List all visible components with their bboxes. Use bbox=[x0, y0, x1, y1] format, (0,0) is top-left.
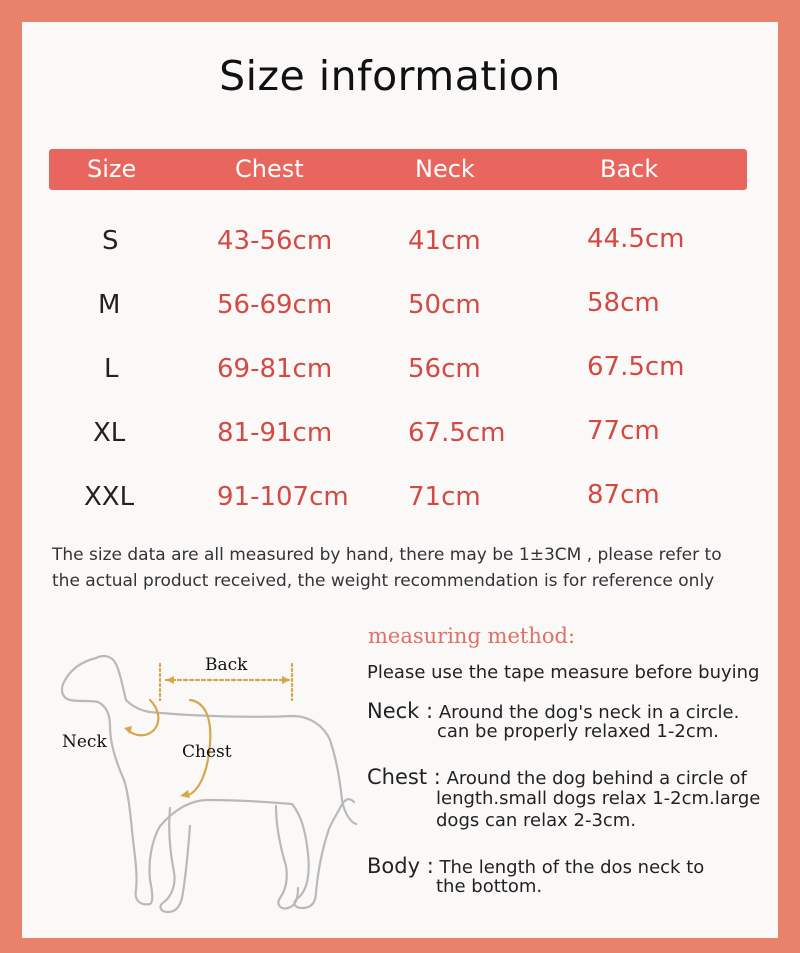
dog-front-leg bbox=[161, 808, 190, 912]
body-text-1: The length of the dos neck to bbox=[439, 857, 705, 878]
neck-text-2: can be properly relaxed 1-2cm. bbox=[437, 721, 719, 742]
chest-cell: 56-69cm bbox=[217, 290, 333, 320]
chest-diagram-label: Chest bbox=[182, 742, 232, 762]
size-cell: XXL bbox=[84, 482, 135, 512]
page-title: Size information bbox=[219, 52, 561, 100]
neck-cell: 50cm bbox=[408, 290, 481, 320]
header-chest: Chest bbox=[235, 155, 304, 183]
chest-text-1: Around the dog behind a circle of bbox=[446, 768, 747, 789]
neck-cell: 71cm bbox=[408, 482, 481, 512]
chest-cell: 43-56cm bbox=[217, 226, 333, 256]
neck-cell: 67.5cm bbox=[408, 418, 506, 448]
dog-back-line bbox=[126, 700, 356, 824]
header-size: Size bbox=[87, 155, 137, 183]
back-cell: 44.5cm bbox=[587, 224, 685, 254]
chest-cell: 69-81cm bbox=[217, 354, 333, 384]
dog-head-line bbox=[96, 656, 126, 700]
back-arrow-left bbox=[166, 676, 174, 684]
back-cell: 77cm bbox=[587, 416, 660, 446]
body-instruction bbox=[367, 854, 704, 878]
neck-cell: 41cm bbox=[408, 226, 481, 256]
header-back: Back bbox=[600, 155, 659, 183]
chest-text-2: length.small dogs relax 1-2cm.large bbox=[436, 788, 761, 809]
measuring-intro: Please use the tape measure before buying bbox=[367, 662, 760, 683]
dog-hind-leg bbox=[276, 806, 298, 908]
dog-body-outline bbox=[62, 658, 354, 908]
header-neck: Neck bbox=[415, 155, 475, 183]
size-cell: M bbox=[98, 290, 121, 320]
neck-cell: 56cm bbox=[408, 354, 481, 384]
size-cell: S bbox=[102, 226, 119, 256]
chest-cell: 91-107cm bbox=[217, 482, 349, 512]
back-arrow-right bbox=[282, 676, 290, 684]
size-cell: XL bbox=[93, 418, 126, 448]
size-cell: L bbox=[104, 354, 119, 384]
neck-key: Neck : bbox=[367, 699, 434, 723]
measuring-method-title: measuring method: bbox=[368, 624, 576, 648]
back-cell: 58cm bbox=[587, 288, 660, 318]
chest-text-3: dogs can relax 2-3cm. bbox=[436, 810, 637, 831]
back-cell: 87cm bbox=[587, 480, 660, 510]
chest-cell: 81-91cm bbox=[217, 418, 333, 448]
back-diagram-label: Back bbox=[205, 655, 248, 675]
table-header bbox=[49, 149, 747, 190]
neck-text-1: Around the dog's neck in a circle. bbox=[438, 702, 740, 723]
back-cell: 67.5cm bbox=[587, 352, 685, 382]
neck-instruction bbox=[367, 699, 739, 723]
neck-diagram-label: Neck bbox=[62, 732, 107, 752]
chest-arrow bbox=[180, 790, 190, 798]
chest-key: Chest : bbox=[367, 765, 441, 789]
measurement-note-line2: the actual product received, the weight recommendation is for reference only bbox=[52, 571, 715, 591]
body-text-2: the bottom. bbox=[436, 876, 543, 897]
dog-outline-illustration bbox=[40, 640, 370, 920]
measurement-note-line1: The size data are all measured by hand, there may be 1±3CM , please refer to bbox=[52, 545, 722, 565]
chest-instruction bbox=[367, 765, 747, 789]
body-key: Body : bbox=[367, 854, 434, 878]
